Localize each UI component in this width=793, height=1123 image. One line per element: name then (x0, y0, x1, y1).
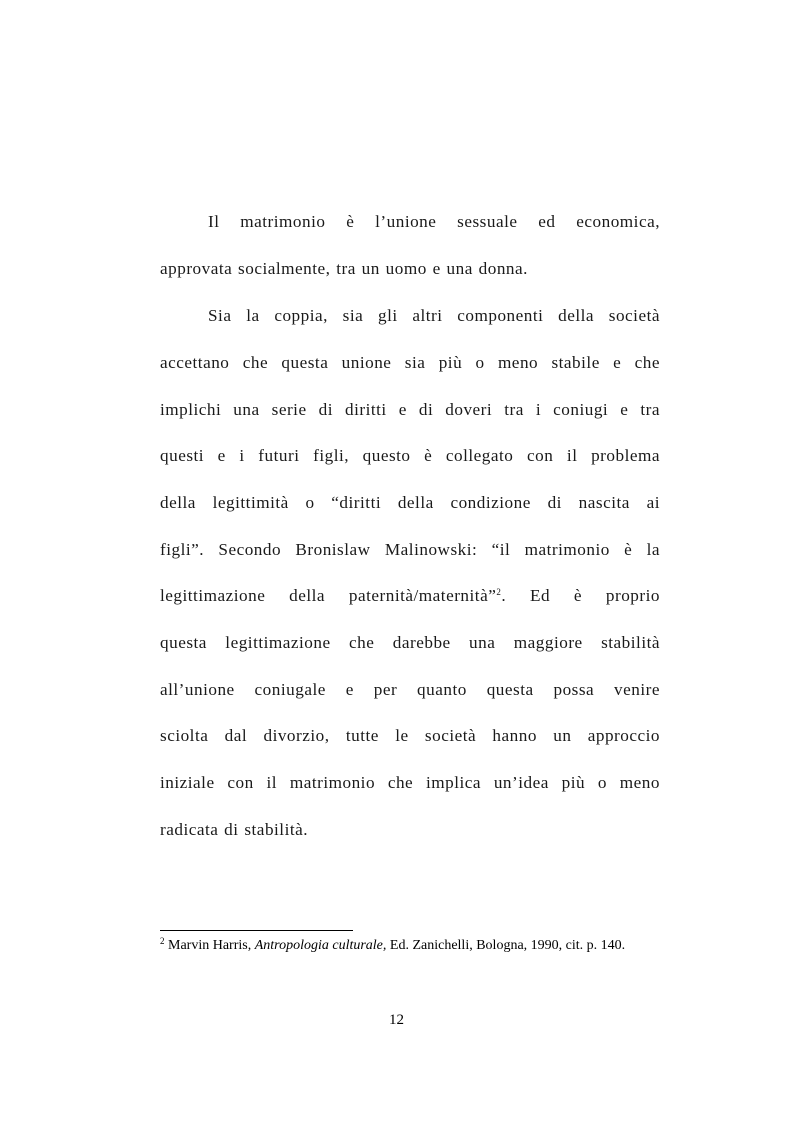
text-segment: legittimazione della paternità/maternità” (160, 586, 497, 605)
footnote-title: Antropologia culturale, (254, 938, 387, 953)
text-line-with-footnote-ref (160, 584, 660, 608)
footnote-number: 2 (160, 936, 165, 946)
footnote-author: Marvin Harris, (164, 938, 255, 953)
text-line: all’unione coniugale e per quanto questa possa venire (160, 680, 660, 699)
text-line: Il matrimonio è l’unione sessuale ed economica, (208, 212, 660, 231)
text-line: figli”. Secondo Bronislaw Malinowski: “il matrimonio è la (160, 540, 660, 559)
text-line: questa legittimazione che darebbe una maggiore stabilità (160, 633, 660, 652)
text-line: sciolta dal divorzio, tutte le società hanno un approccio (160, 726, 660, 745)
text-line: della legittimità o “diritti della condizione di nascita ai (160, 493, 660, 512)
text-line: approvata socialmente, tra un uomo e una donna. (160, 259, 528, 278)
page-number: 12 (389, 1012, 404, 1028)
footnote (160, 937, 625, 955)
text-line: questi e i futuri figli, questo è collegato con il problema (160, 446, 660, 465)
text-line: radicata di stabilità. (160, 820, 309, 839)
footnote-divider (160, 930, 353, 931)
text-line: Sia la coppia, sia gli altri componenti della società (208, 306, 660, 325)
footnote-details: Ed. Zanichelli, Bologna, 1990, cit. p. 140. (386, 938, 626, 953)
text-line: iniziale con il matrimonio che implica un’idea più o meno (160, 773, 660, 792)
text-line: accettano che questa unione sia più o meno stabile e che (160, 353, 660, 372)
footnote-reference[interactable]: 2 (496, 587, 502, 597)
text-line: implichi una serie di diritti e di doveri tra i coniugi e tra (160, 400, 660, 419)
text-segment: . Ed è proprio (501, 586, 660, 605)
